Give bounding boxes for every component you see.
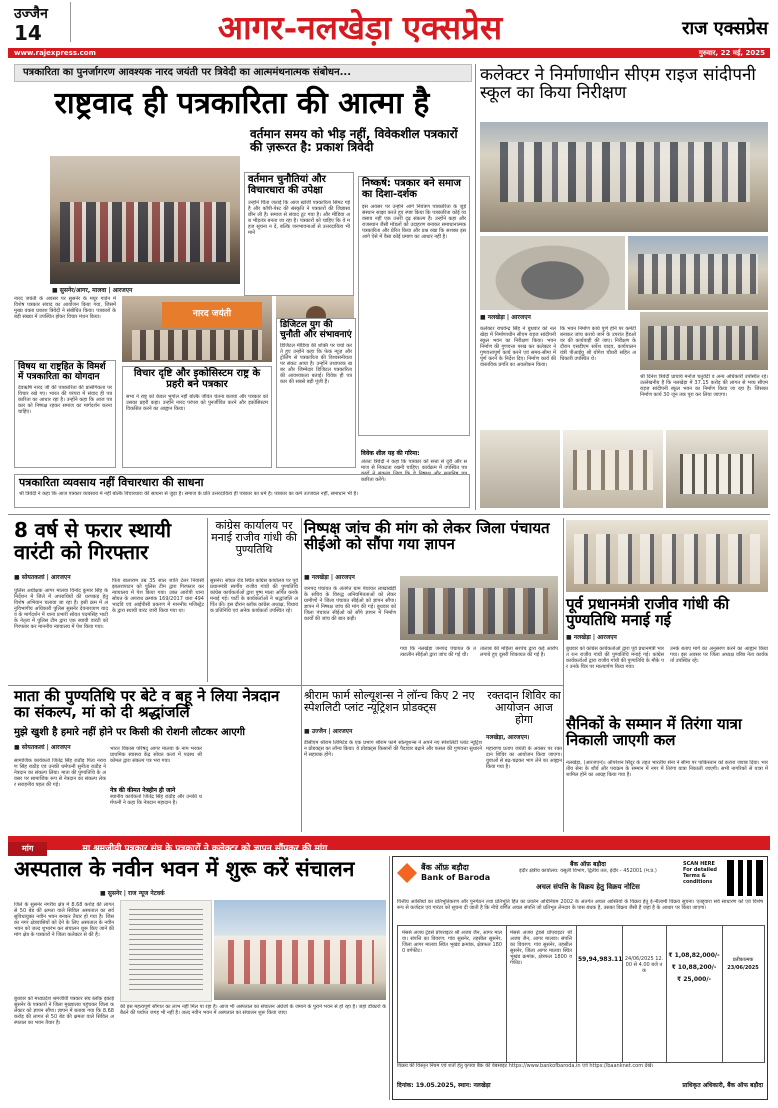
rajiv-text: बुधवार को कांग्रेस कार्यकर्ताओं द्वारा पूर्व प्रधानमंत्री भारत रत्न राजीव गांधी की पुण्यतिथि मनाई गई। कांग्रेस कार्यकर्ताओं द्वारा राजीव गांधी की पुण्यतिथि के मौके पर उनके चित्र पर माल्यार्पण किया गया। (566, 646, 664, 670)
hospital-photo-building (214, 900, 386, 1000)
lead-headline: राष्ट्रवाद ही पत्रकारिता की आत्मा है (54, 86, 430, 121)
bank-table-dues: 59,94,983.11 (578, 956, 623, 963)
top-strip (14, 64, 472, 82)
warrant-text-2: पिता बालाराम उम्र 35 साल जाति टेलर निवासी झालरापाटन को पुलिस टीम द्वारा गिरफ्तार कर न्यायालय में पेश किया गया। उक्त आरोपी थाना सोयत के अपराध क्रमांक 169/2017 धारा 494 भादवि एवं आईपीसी प्रकरण में माननीय मजिस्ट्रेट के द्वारा स्थायी वारंट जारी किया गया था। (112, 578, 204, 614)
bank-logo (397, 861, 491, 889)
panchayat-headline: निष्पक्ष जांच की मांग को लेकर जिला पंचायत सीईओ को सौंपा गया ज्ञापन (304, 519, 550, 554)
website-link[interactable]: www.rajexpress.com (14, 49, 96, 57)
collector-text-a: कलेक्टर राघवेन्द्र सिंह ने बुधवार को नलखेड़ा में निर्माणाधीन सीएम राइज सांदीपनी स्कूल भवन का निरीक्षण किया। भवन निर्माण की गुणवत्ता परख कर कलेक्टर ने गुणवत्तापूर्ण कार्य करने एवं समय-सीमा में पूर्ण करने के निर्देश दिए। निर्माण कार्य की वास्तविक प्रगति का अवलोकन किया। (480, 326, 556, 368)
camera-icon: ■ (304, 574, 310, 581)
blood-text: महाराणा प्रताप जयंती के अवसर पर रक्तदान शिविर का आयोजन किया जाएगा। युवाओं से बढ़-चढ़कर भाग लेने का आह्वान किया गया है। (486, 746, 562, 770)
camera-icon: ■ (52, 287, 58, 294)
masthead-divider (70, 2, 151, 42)
bank-logo-english: Bank of Baroda (421, 873, 491, 882)
camera-icon: ■ (14, 744, 20, 751)
lead-photo-caption-text: सुसनेर/आगर, मालवा | आरजएन (59, 287, 133, 294)
bank-place-date: दिनांक: 19.05.2025, स्थान: नलखेड़ा (397, 1082, 491, 1089)
box-vision-text: सभा ने राष्ट्र को केवल भूगोल नहीं बल्कि जीवंत चेतना बताया और पत्रकार को उसका प्रहरी कहा। उन्होंने नारद परंपरा को पुनर्जीवित करने और इकोसिस्टम विकसित करने का आह्वान किया। (126, 393, 268, 412)
box-ideology-title: पत्रकारिता व्यवसाय नहीं विचारधारा की साधना (19, 476, 204, 489)
box-conclusion-title: निष्कर्ष: पत्रकार बने समाज का दिशा-दर्शक (362, 178, 461, 200)
camera-icon: ■ (304, 728, 310, 735)
camera-icon: ■ (480, 314, 486, 321)
camera-icon: ■ (100, 890, 106, 897)
box-vision (122, 366, 272, 468)
divider (8, 514, 770, 515)
mata-box-title: नेत्र की कीमत नेत्रहीन ही जाने (110, 787, 176, 794)
shriram-caption (304, 728, 404, 735)
box-conclusion (358, 176, 470, 436)
bank-notice-body: वित्तीय आस्तियों का प्रतिभूतिकरण और पुनर्गठन तथा प्रतिभूति हित का प्रवर्तन अधिनियम 2002 के अंतर्गत अचल आस्तियों के विक्रय हेतु ई-नीलामी विक्रय सूचना। एतद्द्वारा सर्व साधारण को एवं विशेष रूप से कर्जदार एवं गारंटर को सूचना दी जाती है कि नीचे वर्णित अचल संपत्ति जो प्रतिभूत लेनदार के पास बंधक है, उसका विक्रय जैसी है जहां है के आधार पर किया जाएगा। (397, 899, 763, 911)
collector-photo-main (480, 122, 768, 232)
box-vivek-title: विवेक शील यह की गरिमा: (361, 450, 420, 457)
qr-code-icon[interactable] (727, 860, 763, 896)
column-rule (389, 856, 390, 1100)
congress-text: सुसनेर। सोयत रोड स्थित कांग्रेस कार्यालय पर पूर्व प्रधानमंत्री स्वर्गीय राजीव गांधी की पुण्यतिथि कांग्रेस कार्यकर्ताओं द्वारा पुष्प माला अर्पित करके मनाई गई। पार्टी के कार्यकर्ताओं ने श्रद्धांजलि अर्पित की। इस दौरान ब्लॉक कांग्रेस अध्यक्ष, विधायक प्रतिनिधि एवं अनेक कार्यकर्ता उपस्थित रहे। (210, 578, 298, 614)
box-digital (276, 318, 356, 468)
column-rule (301, 518, 302, 832)
bank-notice-title: अचल संपत्ति के विक्रय हेतु विक्रय नोटिस (536, 883, 640, 891)
box-ideology (14, 474, 470, 508)
warrant-headline: 8 वर्ष से फरार स्थायी वारंटी को गिरफ्तार (14, 518, 172, 564)
panchayat-text-2: गया कि नलखेड़ा जनपद पंचायत के तत्कालीन सीईओ द्वारा जांच की गई थी। (400, 646, 476, 658)
issue-date: गुरुवार, 22 मई, 2025 (698, 49, 765, 57)
bank-possession-status: प्रतीकात्मक (732, 957, 754, 963)
box-digital-text: डिजिटल मीडिया की शक्ति पर चर्चा करते हुए उन्होंने कहा कि फेक न्यूज़ और ट्रोलिंग से पत्रकारिता की विश्वसनीयता पर संकट आया है। उन्होंने तथ्यपरक खबर और जिम्मेदार डिजिटल पत्रकारिता की आवश्यकता बताई। विवेक ही पत्रकार की सबसे बड़ी पूंजी है। (280, 343, 352, 386)
bank-logo-icon (397, 863, 417, 883)
collector-text-c: श्री दिनेश त्रिवेदी प्राचार्य मनोज चतुर्वेदी व अन्य अधिकारी उपस्थित रहे। उल्लेखनीय है कि नलखेड़ा में 37.15 करोड़ की लागत से भव्य सीएम राइज सांदीपनी स्कूल भवन का निर्माण किया जा रहा है। जिसका निर्माण कार्य 30 जून तक पूरा कर लिया जाएगा। (640, 374, 768, 398)
rajiv-photo (566, 520, 768, 592)
bank-inspection-date: 23/06/2025 (727, 965, 759, 971)
box-challenges-title: वर्तमान चुनौतियां और विचारधारा की उपेक्षा (248, 174, 326, 196)
shriram-headline: श्रीराम फार्म सोल्यूशन्स ने लॉन्च किए 2 नए स्पेशलिटी प्लांट न्यूट्रिशन प्रोडक्ट्स (304, 689, 475, 714)
top-strip-text: पत्रकारिता का पुनर्जागरण आवश्यक नारद जयंती पर त्रिवेदी का आत्ममंथनात्मक संबोधन... (23, 67, 352, 78)
page-number: 14 (14, 21, 42, 45)
panchayat-text-3: तालाब की महिला सरपंच द्वारा कई आरोप लगाये हुए दूसरी शिकायत की गई है। (480, 646, 558, 658)
bank-table (397, 925, 765, 1063)
box-challenges (244, 172, 354, 296)
mata-box (110, 788, 202, 830)
mata-headline: माता की पुण्यतिथि पर बेटे व बहू ने लिया नेत्रदान का संकल्प, मां को दी श्रद्धांजलि (14, 687, 280, 722)
city-name: उज्जैन (14, 6, 48, 22)
hospital-caption-text: सुसनेर | राज न्यूज नेटवर्क (107, 890, 165, 897)
shriram-text: डीसीएम श्रीराम लिमिटेड के एक प्रभाग श्रीराम फार्म सोल्यूशन्स ने अपने नए स्पेशलिटी प्लांट न्यूट्रिशन प्रोडक्ट्स का लॉन्च किया। ये प्रोडक्ट्स किसानों की पैदावार बढ़ाने और फसल की गुणवत्ता सुधारने में सहायक होंगे। (304, 740, 482, 758)
mata-subhead: मुझे खुशी है हमारे नहीं होने पर किसी की रोशनी लौटकर आएगी (14, 727, 246, 738)
warrant-text: पुलिस अधीक्षक आगर मालवा विनोद कुमार सिंह के निर्देशन में जिले में अपराधियों की धरपकड़ हेतु विशेष अभियान चलाया जा रहा है। इसी क्रम में अनुविभागीय अधिकारी पुलिस सुसनेर देवनारायण यादव के मार्गदर्शन में थाना प्रभारी सोयत पदमसिंह भाटी के नेतृत्व में पुलिस टीम द्वारा एक स्थायी वारंटी को गिरफ्तार कर माननीय न्यायालय में पेश किया गया। (14, 588, 108, 630)
box-vivek-text: अंततः त्रिवेदी ने कहा कि पत्रकार को सत्ता से दूरी और समाज से निकटता रखनी चाहिए। कार्यक्रम में उपस्थित पत्रकारों ने संकल्प लिया कि वे निष्पक्ष और सत्यनिष्ठ पत्रकारिता करेंगे। (361, 459, 467, 483)
congress-headline: कांग्रेस कार्यालय पर मनाई राजीव गांधी की पुण्यतिथि (211, 519, 297, 556)
collector-headline: कलेक्टर ने निर्माणाधीन सीएम राइज सांदीपनी स्कूल का किया निरीक्षण (480, 65, 756, 104)
shriram-caption-text: उज्जैन | आरजएन (311, 728, 353, 735)
rajiv-text-2: उनके बताए मार्ग का अनुसरण करने का आह्वान किया गया। इस अवसर पर जिला अध्यक्ष वरिष्ठ नेता कार्यकर्ता उपस्थित रहे। (670, 646, 768, 664)
collector-photo-inspect (640, 312, 768, 370)
box-vision-title: विचार दृष्टि और इकोसिस्टम राष्ट्र के प्रहरी बने पत्रकार (133, 368, 261, 390)
divider (8, 685, 302, 686)
panchayat-text: जनपद पंचायत के अंतर्गत ग्राम पंचायत लाखाखेड़ी के सचिव के विरुद्ध अनियमितताओं को लेकर ग्रामीणों ने जिला पंचायत सीईओ को ज्ञापन सौंपा। ज्ञापन में निष्पक्ष जांच की मांग की गई। बुधवार को जिला पंचायत सीईओ को सौंपे ज्ञापन में निर्माण कार्यों की जांच की बात कही। (304, 586, 396, 622)
hospital-caption (100, 890, 300, 897)
bank-top-label: बैंक ऑफ़ बड़ौदा (570, 861, 606, 868)
bank-scan-text: SCAN HERE For detailed Terms & conditions (683, 861, 717, 885)
lead-photo-stage (122, 296, 272, 362)
bank-address: इंदौर क्षेत्रीय कार्यालय: वसूली विभाग, द्वितीय तल, इंदौर - 452001 (म.प्र.) (519, 868, 657, 874)
bank-table-prices (668, 950, 720, 986)
blood-caption: नलखेड़ा, आरजएन। (486, 734, 530, 741)
bank-table-property: मेसर्स अजय ट्रेडर्स प्रोपराइटर श्री अजय जैन, आगर मालवा। संपत्ति का विवरण: गांव सुसनेर, तहसील सुसनेर, जिला आगर मालवा स्थित भूखंड क्रमांक, क्षेत्रफल 1800 वर्गफीट। (510, 930, 572, 966)
hospital-text-3: की इस महत्वपूर्ण सौगात का लाभ नहीं मिल पा रहा है। आज भी अस्पताल का संचालन अंग्रेजों के जमाने के पुराने भवन से हो रहा है। जहां डॉक्टरों के बैठने की पर्याप्त जगह भी नहीं है। जल्द नवीन भवन में अस्पताल का संचालन शुरू किया जाए। (120, 1004, 386, 1016)
lead-left-text: नारद जयंती के अवसर पर सुसनेर के मयूर गार्डन में विशेष पत्रकार संवाद का आयोजन किया गया, जिसमें मुख्य वक्ता प्रकाश त्रिवेदी ने संबोधित किया। पत्रकारों के बड़ी संख्या में उपस्थित होकर विचार मंथन किया। (14, 296, 116, 320)
brand-name: राज एक्सप्रेस (682, 18, 768, 39)
hospital-text: जिले के सुसनेर नगरीय क्षेत्र में 8.68 करोड़ की लागत से 50 बेड की क्षमता वाले सिविल अस्पताल का सर्वसुविधायुक्त नवीन भवन बनकर तैयार हो गया है। जिसका नगर क्षेत्रवासियों को देने के लिए अस्पताल के नवीन भवन को जल्द शुभारंभ कर संचालन शुरू किए जाने की मांग क्षेत्र के पत्रकारों ने जिला कलेक्टर से की है। (14, 902, 114, 938)
box-subject (14, 360, 116, 468)
bank-emd: ₹ 10,88,200/- (671, 964, 717, 971)
hospital-photo-document (120, 900, 212, 1002)
box-digital-title: डिजिटल युग की चुनौती और संभावनाएं (280, 320, 352, 340)
divider (302, 685, 564, 686)
collector-photo-group (628, 236, 768, 310)
collector-photo-interior (666, 430, 768, 508)
bank-signoff: प्राधिकृत अधिकारी, बैंक ऑफ बड़ौदा (682, 1082, 763, 1089)
bank-reserve-price: ₹ 1,08,82,000/- (668, 952, 720, 959)
rajiv-caption (566, 634, 768, 641)
demand-text: मा श्रमजीवी पत्रकार संघ के पत्रकारों ने कलेक्टर को ज्ञापन सौंपकर की मांग (82, 844, 328, 854)
collector-caption-text: नलखेड़ा | आरजएन (487, 314, 531, 321)
collector-photo-site (480, 430, 560, 508)
box-ideology-text: श्री त्रिवेदी ने कहा कि आज पत्रकार व्यवसाय में नहीं बल्कि विचारधारा की साधना से जुड़ा है। समाज के प्रति उत्तरदायित्व ही पत्रकार का धर्म है। पत्रकार का कर्म उज्जवल नहीं, समाधान भी है। (19, 490, 359, 497)
camera-icon: ■ (566, 634, 572, 641)
column-rule (475, 64, 476, 510)
column-rule (207, 518, 208, 682)
box-conclusion-text: इस अवसर पर उन्होंने आगे नियंत्रण पत्रकारिता के जुड़े संस्थान साझा करते हुए स्पष्ट किया कि पत्रकारिता कोई व्यवसाय नहीं एक उत्तरी दृढ़ संकल्प है। उन्होंने कहा और राजस्थान जैसी मॉडलों को उदाहरण बनाकर समाधानात्मक पत्रकारिता और प्रेरित किया और प्रश्न रखा कि सशक्त इस आगे ऐसे में वैसा कोई प्रमाण का आधार नहीं है। (362, 203, 466, 240)
lead-photo-caption (52, 287, 242, 294)
camera-icon: ■ (14, 574, 20, 581)
bank-logo-hindi: बैंक ऑफ़ बड़ौदा (421, 863, 469, 872)
bank-table-auction-date: 24/06/2025 12.00 से 4.00 बजे तक (624, 956, 664, 974)
blood-headline: रक्तदान शिविर का आयोजन आज होगा (487, 689, 561, 726)
bank-footer: विक्रय की विस्तृत नियम एवं शर्तों हेतु कृपया बैंक की वेबसाइट https://www.bankofbaroda.in एवं https://baanknet.com देखें। (397, 1063, 654, 1069)
collector-photo-building (563, 430, 663, 508)
mata-box-text: स्थानीय कार्यकर्ता जितेंद्र सिंह राठौड़ और उनकी धर्मपत्नी ने कहा कि नेत्रदान महादान है। (110, 794, 202, 807)
city-label (14, 4, 74, 43)
rajiv-caption-text: नलखेड़ा | आरजएन (573, 634, 617, 641)
panchayat-photo (400, 576, 558, 640)
lead-subhead: वर्तमान समय को भीड़ नहीं, विवेकशील पत्रकारों की ज़रूरत है: प्रकाश त्रिवेदी (250, 127, 458, 154)
rajiv-headline: पूर्व प्रधानमंत्री राजीव गांधी की पुण्यतिथि मनाई गई (566, 595, 730, 630)
collector-photo-pit (480, 236, 625, 310)
demand-strip (8, 836, 770, 854)
lead-photo-audience (50, 156, 240, 284)
column-rule (563, 518, 564, 832)
bank-ad (392, 856, 768, 1100)
masthead-title: आगर-नलखेड़ा एक्सप्रेस (217, 8, 503, 47)
mata-caption-text: सोयतकलां | आरजएन (21, 744, 71, 751)
box-challenges-text: उन्होंने चिंता जताई कि आज खोजी पत्रकारिता सिमट गई है और कॉपी-पेस्ट की संस्कृति ने पत्रकारों की जिज्ञासा छीन ली है। समाज से संवाद टूट गया है। और मीडिया अब भीड़तंत्र बनता जा रहा है। पत्रकारों को चाहिए कि वे महज सूचना न दें, बल्कि जनभावनाओं से उत्तरदायित्व भी मानें (248, 199, 350, 236)
hospital-text-2: बुधवार को मध्यप्रदेश श्रमजीवी पत्रकार संघ ब्लॉक इकाई सुसनेर के पत्रकारों ने जिला मुख्यालय पहुंचकर जिला कलेक्टर को ज्ञापन सौंपा। ज्ञापन में बताया गया कि 8.68 करोड़ की लागत से 50 बेड की क्षमता वाले सिविल अस्पताल का भवन तैयार है। (14, 996, 114, 1026)
box-subject-text: देवऋषि नारद जी की पत्रकारिता की प्रासंगिकता पर विचार रखे गए। भारत की परंपरा में संवाद ही पत्रकारिता का आधार रहा है। उन्होंने कहा कि आज पत्रकार को निष्पक्ष रहकर समाज का मार्गदर्शन करना चाहिए। (18, 385, 112, 416)
bank-table-status (724, 956, 762, 972)
mata-text-2: भारत विकास परिषद् आगर मालवा के नाम भरकर प्राथमिक स्वास्थ्य केंद्र सोयत कलां में पदस्थ श्री कोमल द्वारा संकल्प पत्र भरा गया। (110, 746, 202, 764)
stage-banner-text: नारद जयंती (192, 309, 232, 319)
sainik-text: नलखेड़ा, (आरजएन)। ऑपरेशन सिंदूर के तहत भारतीय सेना ने सीमा पर पाकिस्तान को करारा जवाब दिया। भारतीय सेना के शौर्य और पराक्रम के सम्मान में नगर में तिरंगा यात्रा निकाली जाएगी। सभी नागरिकों से यात्रा में शामिल होने का आग्रह किया गया है। (566, 760, 768, 778)
collector-caption (480, 314, 620, 321)
warrant-caption-text: सोयतकलां | आरजएन (21, 574, 71, 581)
collector-text-b: कि भवन निर्माण कार्य पूर्ण होने पर कमेटी बनाकर जांच कराये जाने के उपरांत हैंडओवर की कार्यवाही की जाए। निरीक्षण के दौरान एसडीएम सर्वेश यादव, कार्यपालन यंत्री पीआईयू श्री योगेश चौधरी सहित अधिकारी उपस्थित थे। (560, 326, 636, 362)
mata-caption (14, 744, 114, 751)
hospital-headline: अस्पताल के नवीन भवन में शुरू करें संचालन (14, 857, 355, 881)
sainik-headline: सैनिकों के सम्मान में तिरंगा यात्रा निकाली जाएगी कल (566, 715, 742, 750)
bank-table-borrower: मेसर्स अजय ट्रेडर्स प्रोपराइटर श्री अजय जैन, आगर मालवा। संपत्ति का विवरण: गांव सुसनेर, तहसील सुसनेर, जिला आगर मालवा स्थित भूखंड क्रमांक, क्षेत्रफल 1800 वर्गफीट। (402, 930, 502, 954)
box-subject-title: विषय था राष्ट्रहित के विमर्श में पत्रकारिता का योगदान (18, 362, 106, 382)
panchayat-caption-text: नलखेड़ा | आरजएन (311, 574, 355, 581)
mata-text: सामाजिक कार्यकर्ता जितेंद्र सिंह राठौड़ पिता नरायण सिंह राठौड़ एवं उनकी धर्मपत्नी सुनीता राठौड़ ने नेत्रदान का संकल्प लिया। माता की पुण्यतिथि के अवसर पर सामाजिक रूप से नेत्रदान का संकल्प लेकर सराहनीय पहल की गई। (14, 758, 106, 788)
bank-increment: ₹ 25,000/- (676, 976, 712, 983)
demand-label: मांग (8, 842, 47, 856)
